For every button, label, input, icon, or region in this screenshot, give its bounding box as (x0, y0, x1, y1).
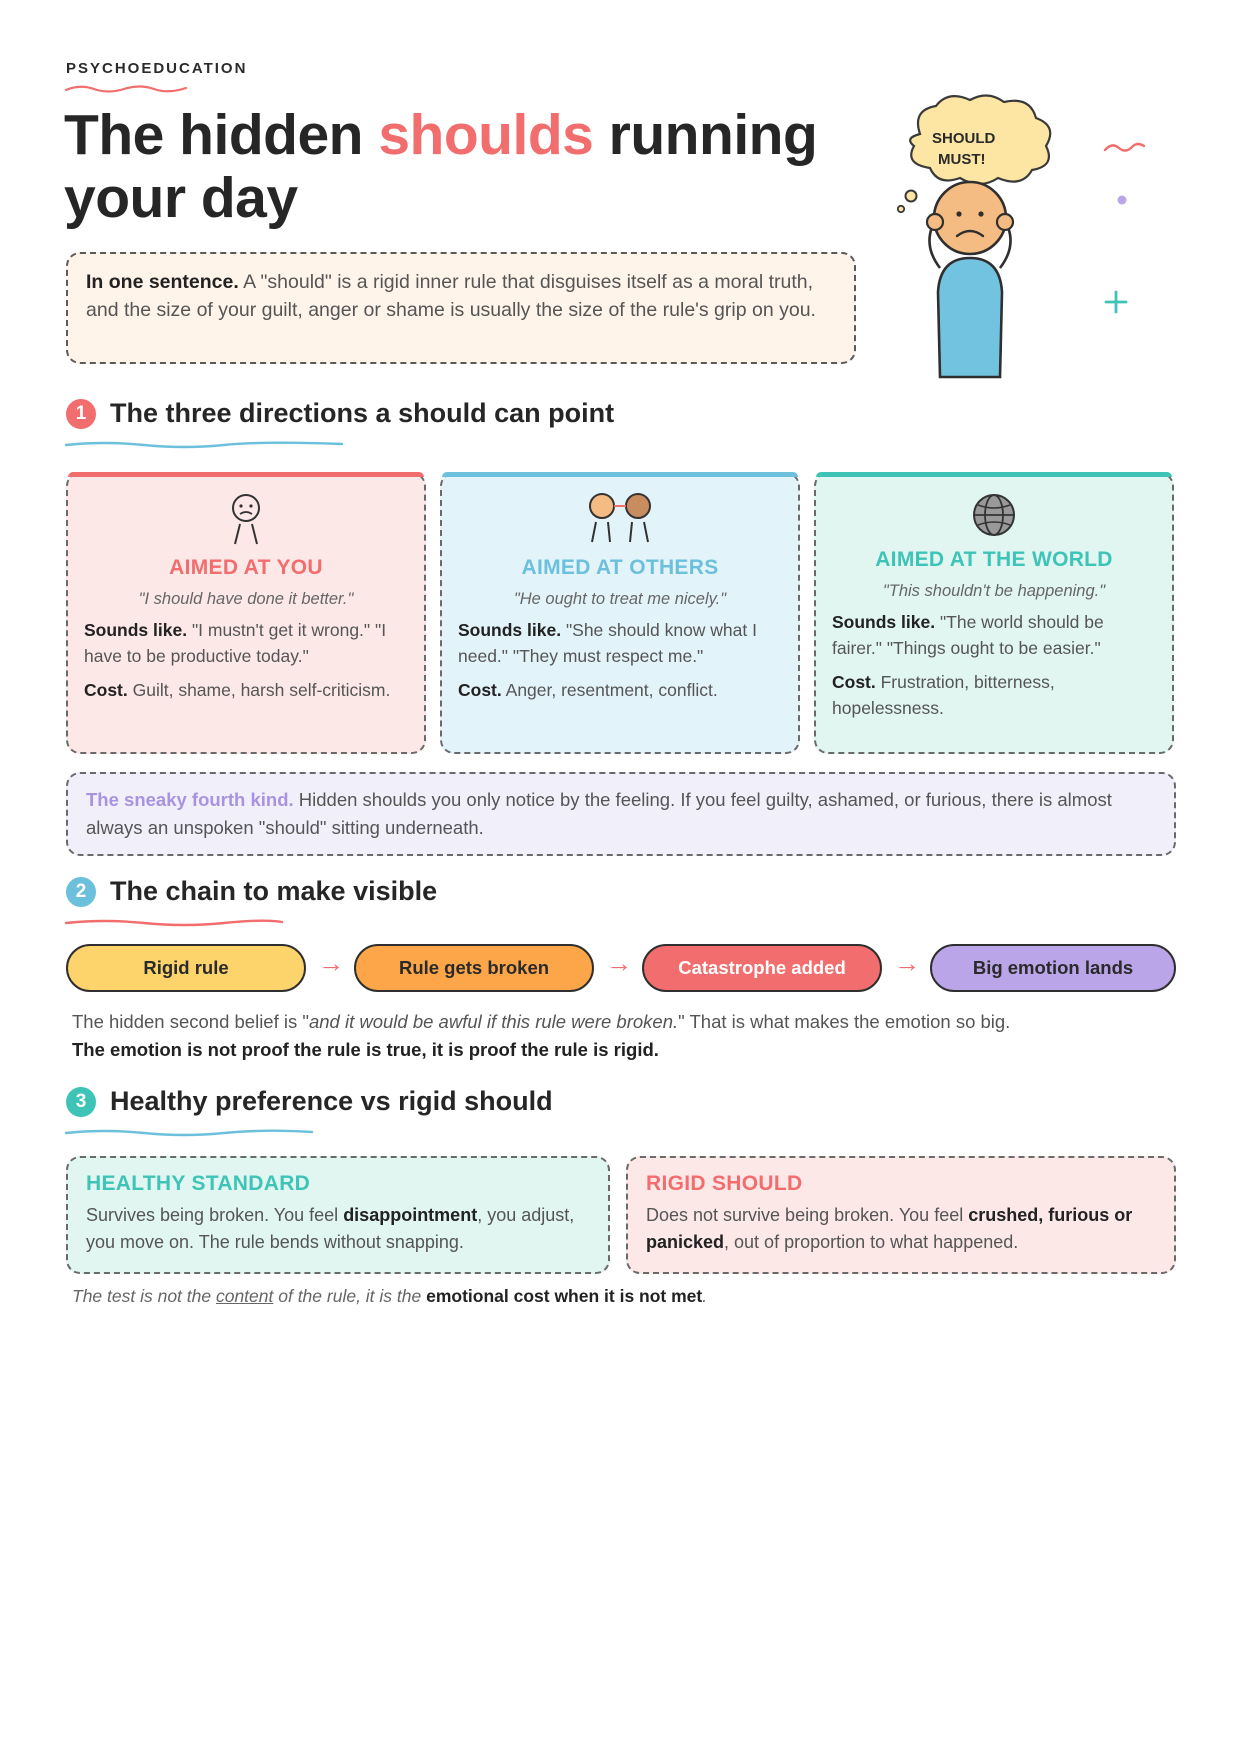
person (927, 182, 1013, 377)
card-sounds-like: Sounds like. "The world should be fairer." "Things ought to be easier." (832, 612, 1104, 658)
section-title: The chain to make visible (110, 876, 438, 906)
card-sounds-like: Sounds like. "I mustn't get it wrong." "I have to be productive today." (84, 620, 387, 666)
fourth-kind-lead: The sneaky fourth kind. (86, 789, 294, 810)
chain-step-rigid-rule: Rigid rule (66, 944, 306, 992)
two-people-icon (580, 492, 660, 546)
card-quote: "He ought to treat me nicely." (513, 590, 727, 608)
section-2-underline (64, 918, 284, 928)
section-number: 3 (66, 1087, 96, 1117)
rigid-should-title: RIGID SHOULD (646, 1172, 803, 1195)
section-1-heading (66, 398, 614, 429)
svg-text:MUST!: MUST! (938, 151, 986, 168)
summary-box (66, 252, 856, 364)
section-number: 2 (66, 877, 96, 907)
dot-decoration (1118, 196, 1127, 205)
globe-icon (971, 492, 1017, 538)
section-2-heading (66, 876, 437, 907)
card-quote: "I should have done it better." (138, 590, 354, 608)
section-1-underline (64, 440, 344, 450)
fourth-kind-text: Hidden shoulds you only notice by the feeling. If you feel guilty, ashamed, or furious, there is almost always an unspoken "should" sitting underneath. (86, 789, 1112, 838)
title-highlight: shoulds (378, 103, 594, 167)
chain-step-catastrophe: Catastrophe added (642, 944, 882, 992)
card-cost: Cost. Anger, resentment, conflict. (458, 680, 718, 700)
worried-person-illustration (890, 92, 1190, 382)
card-aimed-at-others (440, 472, 800, 754)
section-3-underline (64, 1128, 314, 1138)
fourth-kind-note (66, 772, 1176, 856)
card-quote: "This shouldn't be happening." (882, 582, 1106, 600)
section-title: The three directions a should can point (110, 398, 615, 428)
plus-decoration (1106, 292, 1126, 312)
section-3-heading (66, 1086, 553, 1117)
chain-arrow-icon: → (894, 948, 920, 978)
chain-arrow-icon: → (606, 948, 632, 978)
chain-step-big-emotion: Big emotion lands (930, 944, 1176, 992)
card-title: AIMED AT OTHERS (521, 556, 719, 579)
page-title: The hidden shoulds running your day (64, 103, 818, 230)
card-sounds-like: Sounds like. "She should know what I need." "They must respect me." (458, 620, 757, 666)
sad-person-icon (226, 492, 266, 546)
healthy-standard-title: HEALTHY STANDARD (86, 1172, 311, 1195)
test-note: The test is not the content of the rule, it is the emotional cost when it is not met. (72, 1286, 708, 1306)
card-cost: Cost. Guilt, shame, harsh self-criticism. (84, 680, 391, 700)
rigid-should-box (626, 1156, 1176, 1274)
healthy-standard-text: Survives being broken. You feel disappointment, you adjust, you move on. The rule bends without snapping. (86, 1205, 575, 1252)
card-cost: Cost. Frustration, bitterness, hopelessness. (832, 672, 1055, 718)
chain-arrow-icon: → (318, 948, 344, 978)
healthy-standard-box (66, 1156, 610, 1274)
chain-step-rule-broken: Rule gets broken (354, 944, 594, 992)
card-title: AIMED AT YOU (169, 556, 323, 579)
card-aimed-at-you (66, 472, 426, 754)
kicker-squiggle (64, 84, 188, 94)
summary-text: A "should" is a rigid inner rule that disguises itself as a moral truth, and the size of your guilt, anger or shame is usually the size of the rule's grip on you. (86, 271, 816, 321)
card-aimed-at-the-world (814, 472, 1174, 754)
section-title: Healthy preference vs rigid should (110, 1086, 553, 1116)
chain-note: The hidden second belief is "and it would be awful if this rule were broken." That is what makes the emotion so big. The emotion is not proof the rule is true, it is proof the rule is rigid. (72, 1011, 1011, 1060)
summary-lead: In one sentence. (86, 271, 239, 293)
section-number: 1 (66, 399, 96, 429)
rigid-should-text: Does not survive being broken. You feel crushed, furious or panicked, out of proportion to what happened. (646, 1205, 1133, 1252)
svg-text:SHOULD: SHOULD (932, 130, 996, 147)
kicker: PSYCHOEDUCATION (66, 60, 248, 77)
chain-note-bold: The emotion is not proof the rule is true, it is proof the rule is rigid. (72, 1039, 659, 1060)
card-title: AIMED AT THE WORLD (875, 548, 1113, 571)
squiggle-decoration (1105, 144, 1144, 151)
